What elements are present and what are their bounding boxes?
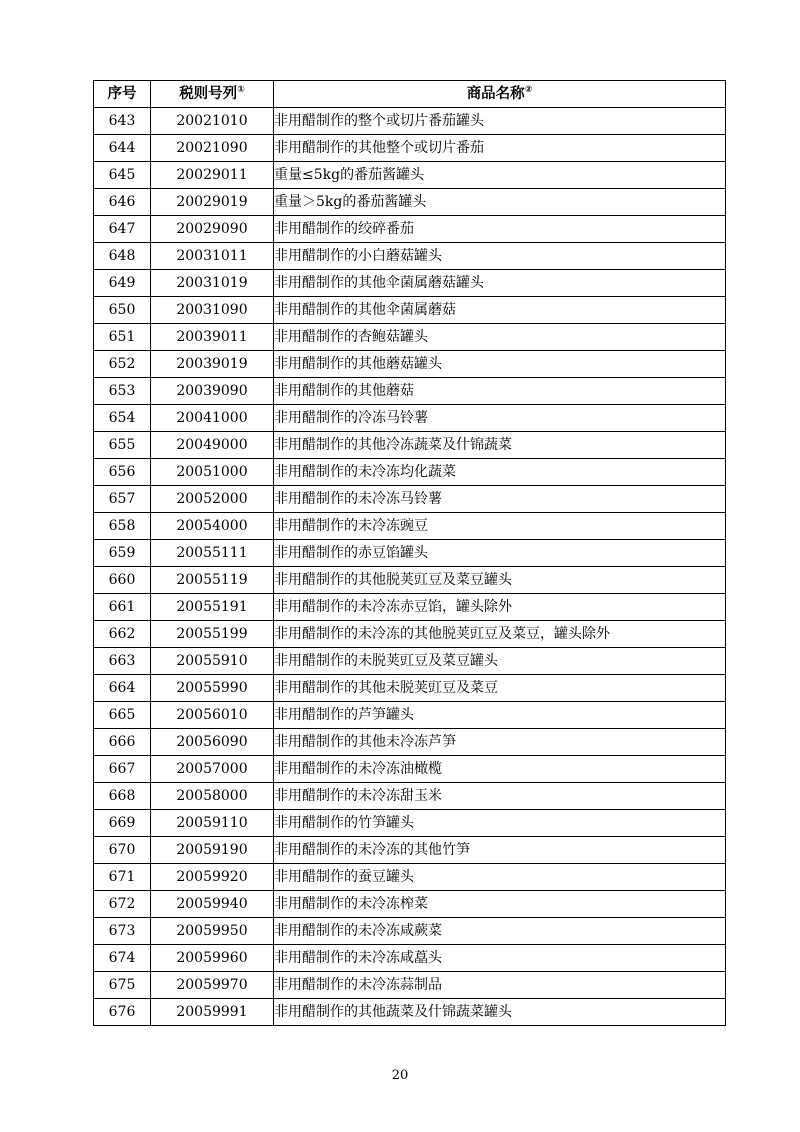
tariff-code-cell: 20055111 xyxy=(151,540,274,567)
table-row xyxy=(94,675,726,702)
tariff-code-cell: 20051000 xyxy=(151,459,274,486)
serial-number-cell: 656 xyxy=(94,459,151,486)
product-name-cell: 重量≤5kg的番茄酱罐头 xyxy=(274,162,726,189)
product-name-cell: 非用醋制作的未冷冻咸藠头 xyxy=(274,945,726,972)
tariff-code-cell: 20039090 xyxy=(151,378,274,405)
tariff-code-cell: 20059960 xyxy=(151,945,274,972)
table-row xyxy=(94,513,726,540)
product-name-cell: 非用醋制作的未冷冻的其他竹笋 xyxy=(274,837,726,864)
serial-number-cell: 651 xyxy=(94,324,151,351)
tariff-code-cell: 20039019 xyxy=(151,351,274,378)
table-row xyxy=(94,594,726,621)
table-row xyxy=(94,135,726,162)
header-tariff-code xyxy=(151,81,274,108)
table-row xyxy=(94,108,726,135)
product-name-cell: 非用醋制作的未冷冻油橄榄 xyxy=(274,756,726,783)
product-name-cell: 非用醋制作的未冷冻甜玉米 xyxy=(274,783,726,810)
product-name-cell: 非用醋制作的其他伞菌属蘑菇 xyxy=(274,297,726,324)
table-row xyxy=(94,567,726,594)
serial-number-cell: 652 xyxy=(94,351,151,378)
footnote-marker-2: ② xyxy=(524,84,533,95)
serial-number-cell: 659 xyxy=(94,540,151,567)
table-row xyxy=(94,621,726,648)
serial-number-cell: 674 xyxy=(94,945,151,972)
serial-number-cell: 668 xyxy=(94,783,151,810)
tariff-code-cell: 20052000 xyxy=(151,486,274,513)
tariff-code-cell: 20031019 xyxy=(151,270,274,297)
serial-number-cell: 665 xyxy=(94,702,151,729)
serial-number-cell: 664 xyxy=(94,675,151,702)
serial-number-cell: 645 xyxy=(94,162,151,189)
product-name-cell: 非用醋制作的杏鲍菇罐头 xyxy=(274,324,726,351)
table-row xyxy=(94,837,726,864)
tariff-code-cell: 20031090 xyxy=(151,297,274,324)
header-tariff-code-label: 税则号列 xyxy=(179,85,238,102)
tariff-code-cell: 20055119 xyxy=(151,567,274,594)
table-row xyxy=(94,891,726,918)
header-serial-number-label: 序号 xyxy=(107,85,137,102)
product-name-cell: 非用醋制作的竹笋罐头 xyxy=(274,810,726,837)
serial-number-cell: 671 xyxy=(94,864,151,891)
tariff-table xyxy=(93,80,726,1026)
product-name-cell: 非用醋制作的小白蘑菇罐头 xyxy=(274,243,726,270)
table-row xyxy=(94,756,726,783)
product-name-cell: 非用醋制作的未冷冻蒜制品 xyxy=(274,972,726,999)
table-row xyxy=(94,486,726,513)
serial-number-cell: 670 xyxy=(94,837,151,864)
serial-number-cell: 675 xyxy=(94,972,151,999)
serial-number-cell: 647 xyxy=(94,216,151,243)
serial-number-cell: 669 xyxy=(94,810,151,837)
serial-number-cell: 662 xyxy=(94,621,151,648)
tariff-code-cell: 20031011 xyxy=(151,243,274,270)
table-header xyxy=(94,81,726,108)
header-row xyxy=(94,81,726,108)
product-name-cell: 非用醋制作的未冷冻咸蕨菜 xyxy=(274,918,726,945)
footnote-marker-1: ① xyxy=(237,84,245,95)
product-name-cell: 非用醋制作的其他整个或切片番茄 xyxy=(274,135,726,162)
serial-number-cell: 653 xyxy=(94,378,151,405)
table-row xyxy=(94,810,726,837)
table-row xyxy=(94,216,726,243)
serial-number-cell: 663 xyxy=(94,648,151,675)
product-name-cell: 非用醋制作的未脱荚豇豆及菜豆罐头 xyxy=(274,648,726,675)
serial-number-cell: 667 xyxy=(94,756,151,783)
product-name-cell: 非用醋制作的芦笋罐头 xyxy=(274,702,726,729)
serial-number-cell: 646 xyxy=(94,189,151,216)
tariff-code-cell: 20029011 xyxy=(151,162,274,189)
table-row xyxy=(94,378,726,405)
table-row xyxy=(94,999,726,1026)
product-name-cell: 非用醋制作的未冷冻均化蔬菜 xyxy=(274,459,726,486)
tariff-code-cell: 20049000 xyxy=(151,432,274,459)
tariff-code-cell: 20059110 xyxy=(151,810,274,837)
serial-number-cell: 676 xyxy=(94,999,151,1026)
table-row xyxy=(94,270,726,297)
serial-number-cell: 643 xyxy=(94,108,151,135)
product-name-cell: 非用醋制作的其他冷冻蔬菜及什锦蔬菜 xyxy=(274,432,726,459)
product-name-cell: 非用醋制作的其他蔬菜及什锦蔬菜罐头 xyxy=(274,999,726,1026)
serial-number-cell: 666 xyxy=(94,729,151,756)
header-product-name-label: 商品名称 xyxy=(466,85,525,102)
table-row xyxy=(94,162,726,189)
tariff-code-cell: 20059190 xyxy=(151,837,274,864)
table-row xyxy=(94,648,726,675)
table-row xyxy=(94,297,726,324)
serial-number-cell: 657 xyxy=(94,486,151,513)
tariff-code-cell: 20055191 xyxy=(151,594,274,621)
serial-number-cell: 650 xyxy=(94,297,151,324)
tariff-code-cell: 20029090 xyxy=(151,216,274,243)
serial-number-cell: 660 xyxy=(94,567,151,594)
table-row xyxy=(94,864,726,891)
product-name-cell: 非用醋制作的其他未脱荚豇豆及菜豆 xyxy=(274,675,726,702)
table-row xyxy=(94,351,726,378)
product-name-cell: 非用醋制作的绞碎番茄 xyxy=(274,216,726,243)
table-row xyxy=(94,918,726,945)
product-name-cell: 非用醋制作的其他蘑菇罐头 xyxy=(274,351,726,378)
tariff-code-cell: 20021090 xyxy=(151,135,274,162)
product-name-cell: 非用醋制作的其他伞菌属蘑菇罐头 xyxy=(274,270,726,297)
product-name-cell: 非用醋制作的赤豆馅罐头 xyxy=(274,540,726,567)
serial-number-cell: 661 xyxy=(94,594,151,621)
serial-number-cell: 654 xyxy=(94,405,151,432)
tariff-code-cell: 20055990 xyxy=(151,675,274,702)
tariff-code-cell: 20059940 xyxy=(151,891,274,918)
tariff-code-cell: 20041000 xyxy=(151,405,274,432)
table-row xyxy=(94,945,726,972)
table-row xyxy=(94,432,726,459)
product-name-cell: 非用醋制作的蚕豆罐头 xyxy=(274,864,726,891)
table-row xyxy=(94,243,726,270)
table-row xyxy=(94,972,726,999)
serial-number-cell: 655 xyxy=(94,432,151,459)
serial-number-cell: 648 xyxy=(94,243,151,270)
table-row xyxy=(94,729,726,756)
product-name-cell: 非用醋制作的未冷冻赤豆馅，罐头除外 xyxy=(274,594,726,621)
tariff-code-cell: 20056010 xyxy=(151,702,274,729)
table-row xyxy=(94,459,726,486)
page-number: 20 xyxy=(391,1068,409,1083)
product-name-cell: 非用醋制作的其他脱荚豇豆及菜豆罐头 xyxy=(274,567,726,594)
product-name-cell: 非用醋制作的未冷冻的其他脱荚豇豆及菜豆，罐头除外 xyxy=(274,621,726,648)
product-name-cell: 重量＞5kg的番茄酱罐头 xyxy=(274,189,726,216)
tariff-code-cell: 20059950 xyxy=(151,918,274,945)
table-row xyxy=(94,189,726,216)
serial-number-cell: 672 xyxy=(94,891,151,918)
serial-number-cell: 644 xyxy=(94,135,151,162)
tariff-code-cell: 20057000 xyxy=(151,756,274,783)
tariff-code-cell: 20055199 xyxy=(151,621,274,648)
serial-number-cell: 673 xyxy=(94,918,151,945)
tariff-code-cell: 20059991 xyxy=(151,999,274,1026)
tariff-code-cell: 20055910 xyxy=(151,648,274,675)
product-name-cell: 非用醋制作的整个或切片番茄罐头 xyxy=(274,108,726,135)
header-serial-number xyxy=(94,81,151,108)
tariff-code-cell: 20059920 xyxy=(151,864,274,891)
tariff-code-cell: 20059970 xyxy=(151,972,274,999)
tariff-code-cell: 20029019 xyxy=(151,189,274,216)
tariff-code-cell: 20054000 xyxy=(151,513,274,540)
tariff-code-cell: 20058000 xyxy=(151,783,274,810)
product-name-cell: 非用醋制作的未冷冻榨菜 xyxy=(274,891,726,918)
product-name-cell: 非用醋制作的未冷冻马铃薯 xyxy=(274,486,726,513)
serial-number-cell: 658 xyxy=(94,513,151,540)
table-row xyxy=(94,783,726,810)
product-name-cell: 非用醋制作的其他未冷冻芦笋 xyxy=(274,729,726,756)
serial-number-cell: 649 xyxy=(94,270,151,297)
tariff-code-cell: 20021010 xyxy=(151,108,274,135)
product-name-cell: 非用醋制作的未冷冻豌豆 xyxy=(274,513,726,540)
product-name-cell: 非用醋制作的其他蘑菇 xyxy=(274,378,726,405)
header-product-name xyxy=(274,81,726,108)
table-body xyxy=(94,108,726,1026)
table-row xyxy=(94,324,726,351)
tariff-code-cell: 20056090 xyxy=(151,729,274,756)
product-name-cell: 非用醋制作的冷冻马铃薯 xyxy=(274,405,726,432)
tariff-code-cell: 20039011 xyxy=(151,324,274,351)
table-row xyxy=(94,405,726,432)
table-row xyxy=(94,540,726,567)
table-row xyxy=(94,702,726,729)
